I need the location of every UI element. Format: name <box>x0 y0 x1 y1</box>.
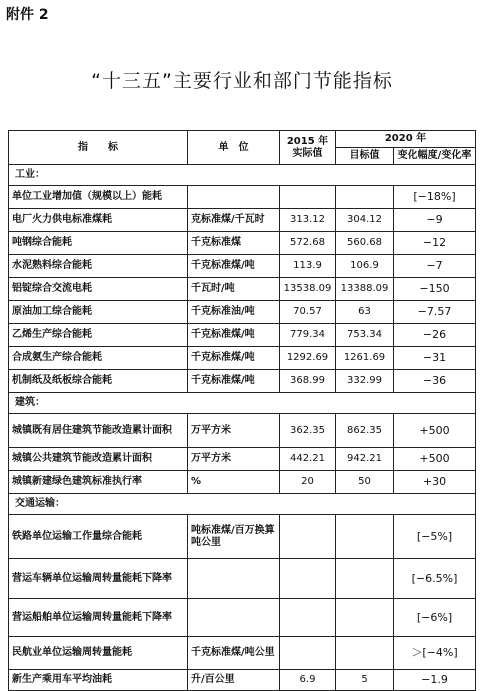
cell-change: −7 <box>394 255 476 278</box>
indicator-table <box>8 130 476 691</box>
cell-2015-value <box>280 599 336 637</box>
cell-indicator: 乙烯生产综合能耗 <box>9 324 188 347</box>
cell-2015-value: 13538.09 <box>280 278 336 301</box>
section-heading: 建筑： <box>9 393 476 414</box>
cell-change: [−5%] <box>394 515 476 559</box>
cell-unit: 吨标准煤/百万换算吨公里 <box>188 515 280 559</box>
cell-unit: 克标准煤/千瓦时 <box>188 209 280 232</box>
cell-change: −36 <box>394 370 476 393</box>
cell-indicator: 电厂火力供电标准煤耗 <box>9 209 188 232</box>
cell-2015-value <box>280 515 336 559</box>
cell-2015-value: 113.9 <box>280 255 336 278</box>
cell-unit: % <box>188 471 280 494</box>
cell-indicator: 营运车辆单位运输周转量能耗下降率 <box>9 559 188 599</box>
cell-2015-value <box>280 186 336 209</box>
table-row <box>9 186 476 209</box>
cell-2020-target: 304.12 <box>336 209 394 232</box>
cell-2020-target: 862.35 <box>336 414 394 448</box>
table-row <box>9 324 476 347</box>
table-row <box>9 448 476 471</box>
cell-2020-target <box>336 599 394 637</box>
cell-2020-target: 50 <box>336 471 394 494</box>
cell-unit: 万平方米 <box>188 414 280 448</box>
cell-change: −7.57 <box>394 301 476 324</box>
table-row <box>9 278 476 301</box>
table-row <box>9 670 476 691</box>
cell-unit <box>188 559 280 599</box>
cell-indicator: 新生产乘用车平均油耗 <box>9 670 188 691</box>
cell-2015-value: 368.99 <box>280 370 336 393</box>
section-heading: 交通运输： <box>9 494 476 515</box>
table-row <box>9 347 476 370</box>
table-row <box>9 599 476 637</box>
table-row <box>9 209 476 232</box>
cell-2020-target: 753.34 <box>336 324 394 347</box>
cell-2020-target: 13388.09 <box>336 278 394 301</box>
header-indicator: 指 标 <box>9 131 188 165</box>
cell-change: [−18%] <box>394 186 476 209</box>
cell-unit <box>188 599 280 637</box>
cell-unit: 千克标准煤/吨 <box>188 370 280 393</box>
cell-indicator: 城镇公共建筑节能改造累计面积 <box>9 448 188 471</box>
table-row <box>9 370 476 393</box>
cell-indicator: 机制纸及纸板综合能耗 <box>9 370 188 393</box>
cell-unit: 升/百公里 <box>188 670 280 691</box>
table-row <box>9 471 476 494</box>
cell-2015-value: 313.12 <box>280 209 336 232</box>
cell-2020-target: 106.9 <box>336 255 394 278</box>
cell-2015-value: 6.9 <box>280 670 336 691</box>
cell-change: −150 <box>394 278 476 301</box>
cell-change: −1.9 <box>394 670 476 691</box>
cell-unit: 千克标准煤/吨 <box>188 324 280 347</box>
table-row <box>9 301 476 324</box>
cell-indicator: 城镇既有居住建筑节能改造累计面积 <box>9 414 188 448</box>
cell-2015-value: 572.68 <box>280 232 336 255</box>
cell-2020-target <box>336 515 394 559</box>
cell-2015-value: 20 <box>280 471 336 494</box>
cell-2015-value <box>280 637 336 670</box>
header-2015: 2015 年实际值 <box>280 131 336 165</box>
cell-2015-value: 1292.69 <box>280 347 336 370</box>
section-row <box>9 393 476 414</box>
section-row <box>9 165 476 186</box>
table-body <box>9 131 476 691</box>
cell-indicator: 合成氨生产综合能耗 <box>9 347 188 370</box>
cell-2015-value: 362.35 <box>280 414 336 448</box>
cell-change: ＞[−4%] <box>394 637 476 670</box>
section-heading: 工业： <box>9 165 476 186</box>
cell-2020-target: 63 <box>336 301 394 324</box>
cell-indicator: 营运船舶单位运输周转量能耗下降率 <box>9 599 188 637</box>
cell-indicator: 民航业单位运输周转量能耗 <box>9 637 188 670</box>
cell-indicator: 城镇新建绿色建筑标准执行率 <box>9 471 188 494</box>
cell-2015-value: 442.21 <box>280 448 336 471</box>
cell-unit: 千克标准煤/吨 <box>188 255 280 278</box>
cell-indicator: 铝锭综合交流电耗 <box>9 278 188 301</box>
cell-unit: 万平方米 <box>188 448 280 471</box>
cell-2020-target <box>336 637 394 670</box>
header-2020: 2020 年 <box>336 131 476 148</box>
table-row <box>9 559 476 599</box>
cell-unit: 千克标准油/吨 <box>188 301 280 324</box>
cell-change: −26 <box>394 324 476 347</box>
cell-change: [−6%] <box>394 599 476 637</box>
cell-change: −12 <box>394 232 476 255</box>
document-title: “十三五”主要行业和部门节能指标 <box>91 70 393 92</box>
header-unit: 单 位 <box>188 131 280 165</box>
attachment-label: 附件 2 <box>6 7 49 23</box>
cell-indicator: 水泥熟料综合能耗 <box>9 255 188 278</box>
cell-unit: 千瓦时/吨 <box>188 278 280 301</box>
cell-indicator: 单位工业增加值（规模以上）能耗 <box>9 186 188 209</box>
cell-2015-value <box>280 559 336 599</box>
cell-unit: 千克标准煤/吨 <box>188 347 280 370</box>
cell-change: [−6.5%] <box>394 559 476 599</box>
cell-unit: 千克标准煤 <box>188 232 280 255</box>
cell-indicator: 原油加工综合能耗 <box>9 301 188 324</box>
cell-unit <box>188 186 280 209</box>
cell-change: +30 <box>394 471 476 494</box>
table-row <box>9 232 476 255</box>
cell-change: −9 <box>394 209 476 232</box>
cell-unit: 千克标准煤/吨公里 <box>188 637 280 670</box>
header-target: 目标值 <box>336 148 394 165</box>
cell-2020-target: 942.21 <box>336 448 394 471</box>
table-row <box>9 255 476 278</box>
cell-change: +500 <box>394 448 476 471</box>
cell-2020-target: 1261.69 <box>336 347 394 370</box>
cell-indicator: 吨钢综合能耗 <box>9 232 188 255</box>
table-row <box>9 637 476 670</box>
cell-2020-target: 332.99 <box>336 370 394 393</box>
cell-2020-target: 560.68 <box>336 232 394 255</box>
cell-2015-value: 70.57 <box>280 301 336 324</box>
header-change: 变化幅度/变化率 <box>394 148 476 165</box>
table-row <box>9 515 476 559</box>
cell-indicator: 铁路单位运输工作量综合能耗 <box>9 515 188 559</box>
cell-change: −31 <box>394 347 476 370</box>
cell-2020-target <box>336 559 394 599</box>
cell-2020-target: 5 <box>336 670 394 691</box>
header-row-1 <box>9 131 476 148</box>
section-row <box>9 494 476 515</box>
table-row <box>9 414 476 448</box>
cell-change: +500 <box>394 414 476 448</box>
cell-2020-target <box>336 186 394 209</box>
cell-2015-value: 779.34 <box>280 324 336 347</box>
